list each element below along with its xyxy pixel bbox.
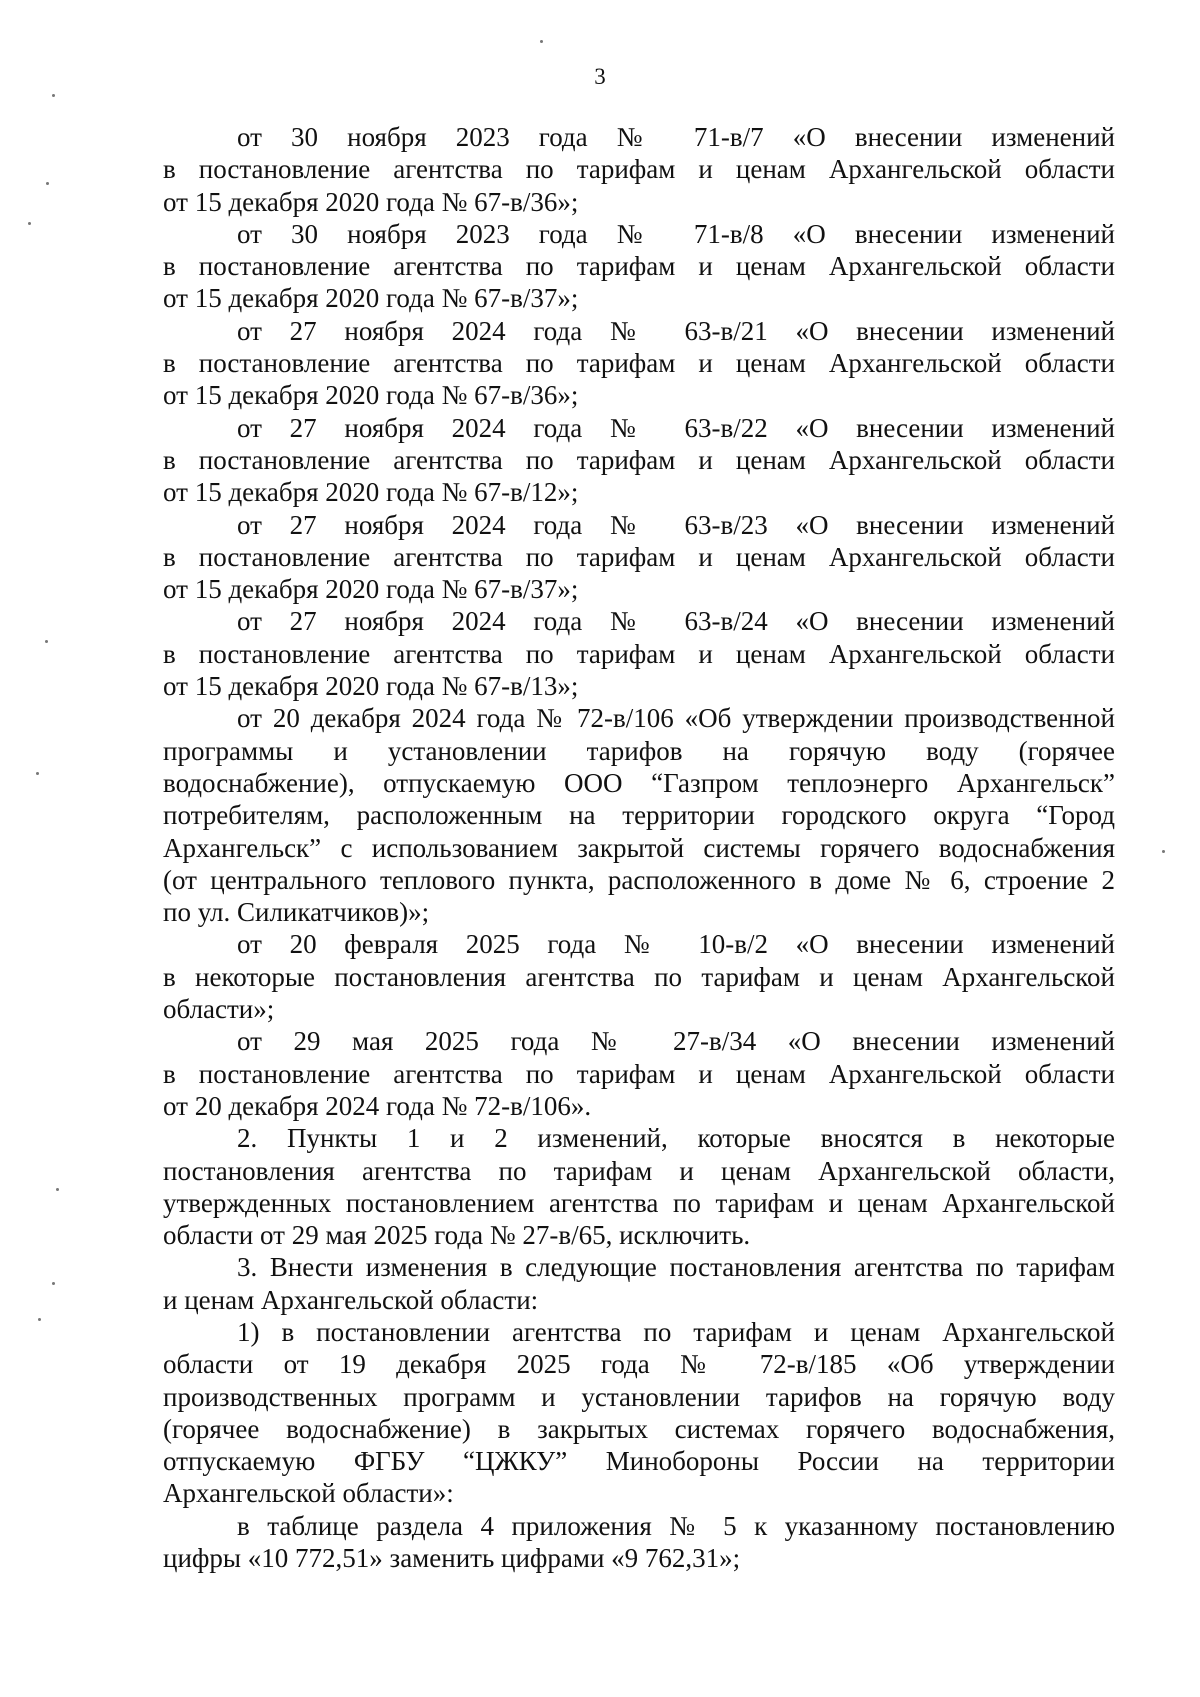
document-body <box>163 121 1115 1574</box>
text-line: постановления агентства по тарифам и ценам Архангельской области, <box>163 1155 1115 1186</box>
text-line: 2. Пункты 1 и 2 изменений, которые вносятся в некоторые <box>237 1123 1115 1154</box>
text-line: от 15 декабря 2020 года № 67-в/12»; <box>163 477 579 508</box>
text-line: 3. Внести изменения в следующие постановления агентства по тарифам <box>237 1252 1115 1283</box>
text-line: в постановление агентства по тарифам и ценам Архангельской области <box>163 251 1115 282</box>
text-line: программы и установлении тарифов на горячую воду (горячее <box>163 735 1115 766</box>
text-line: цифры «10 772,51» заменить цифрами «9 762,31»; <box>163 1543 741 1574</box>
text-line: производственных программ и установлении тарифов на горячую воду <box>163 1381 1115 1412</box>
text-line: (от центрального теплового пункта, расположенного в доме № 6, строение 2 <box>163 864 1115 895</box>
scan-speck <box>52 1282 55 1285</box>
text-line: от 15 декабря 2020 года № 67-в/13»; <box>163 671 579 702</box>
paragraph <box>163 1122 1115 1251</box>
text-line: от 20 февраля 2025 года № 10-в/2 «О внесении изменений <box>237 929 1115 960</box>
paragraph <box>163 315 1115 412</box>
scan-speck <box>52 94 55 97</box>
text-line: в постановление агентства по тарифам и ценам Архангельской области <box>163 541 1115 572</box>
text-line: от 15 декабря 2020 года № 67-в/37»; <box>163 283 579 314</box>
scan-speck <box>36 772 39 775</box>
text-line: от 30 ноября 2023 года № 71-в/7 «О внесении изменений <box>237 122 1115 152</box>
paragraph <box>163 702 1115 928</box>
scan-speck <box>540 40 543 43</box>
paragraph <box>163 218 1115 315</box>
text-line: в некоторые постановления агентства по тарифам и ценам Архангельской <box>163 961 1115 992</box>
text-line: области от 19 декабря 2025 года № 72-в/185 «Об утверждении <box>163 1349 1115 1380</box>
text-line: и ценам Архангельской области: <box>163 1284 539 1315</box>
text-line: от 30 ноября 2023 года № 71-в/8 «О внесении изменений <box>237 218 1115 249</box>
text-line: от 20 декабря 2024 года № 72-в/106». <box>163 1090 592 1121</box>
page-number: 3 <box>594 64 606 89</box>
text-line: в постановление агентства по тарифам и ценам Архангельской области <box>163 348 1115 379</box>
text-line: от 27 ноября 2024 года № 63-в/24 «О внесении изменений <box>237 606 1115 637</box>
paragraph <box>163 1025 1115 1122</box>
text-line: в постановление агентства по тарифам и ценам Архангельской области <box>163 638 1115 669</box>
paragraph <box>163 1251 1115 1316</box>
text-line: от 27 ноября 2024 года № 63-в/21 «О внесении изменений <box>237 315 1115 346</box>
text-line: утвержденных постановлением агентства по тарифам и ценам Архангельской <box>163 1187 1115 1218</box>
scan-speck <box>45 640 48 643</box>
text-line: отпускаемую ФГБУ “ЦЖКУ” Минобороны России на территории <box>163 1446 1115 1477</box>
text-line: от 15 декабря 2020 года № 67-в/36»; <box>163 380 579 411</box>
scan-speck <box>28 222 31 225</box>
paragraph <box>163 1510 1115 1575</box>
text-line: от 27 ноября 2024 года № 63-в/23 «О внесении изменений <box>237 509 1115 540</box>
paragraph <box>163 412 1115 509</box>
paragraph <box>163 509 1115 606</box>
paragraph <box>163 928 1115 1025</box>
text-line: по ул. Силикатчиков)»; <box>163 897 430 928</box>
text-line: от 29 мая 2025 года № 27-в/34 «О внесении изменений <box>237 1026 1115 1057</box>
text-line: области от 29 мая 2025 года № 27-в/65, исключить. <box>163 1220 751 1251</box>
paragraph <box>163 1316 1115 1510</box>
text-line: от 15 декабря 2020 года № 67-в/36»; <box>163 186 579 217</box>
scan-speck <box>56 1188 59 1191</box>
text-line: потребителям, расположенным на территории городского округа “Город <box>163 800 1115 831</box>
text-line: водоснабжение), отпускаемую ООО “Газпром теплоэнерго Архангельск” <box>163 767 1115 798</box>
text-line: в постановление агентства по тарифам и ценам Архангельской области <box>163 154 1115 185</box>
text-line: 1) в постановлении агентства по тарифам и ценам Архангельской <box>237 1316 1115 1347</box>
text-line: в постановление агентства по тарифам и ценам Архангельской области <box>163 444 1115 475</box>
text-line: от 27 ноября 2024 года № 63-в/22 «О внесении изменений <box>237 412 1115 443</box>
scan-speck <box>1162 850 1165 853</box>
paragraph <box>163 605 1115 702</box>
text-line: от 15 декабря 2020 года № 67-в/37»; <box>163 574 579 605</box>
text-line: от 20 декабря 2024 года № 72-в/106 «Об утверждении производственной <box>237 703 1115 734</box>
text-line: в таблице раздела 4 приложения № 5 к указанному постановлению <box>237 1510 1115 1541</box>
text-line: Архангельской области»: <box>163 1478 454 1509</box>
scan-speck <box>38 1318 41 1321</box>
scan-speck <box>46 182 49 185</box>
text-line: области»; <box>163 994 275 1025</box>
text-line: в постановление агентства по тарифам и ценам Архангельской области <box>163 1058 1115 1089</box>
text-line: (горячее водоснабжение) в закрытых системах горячего водоснабжения, <box>163 1413 1115 1444</box>
text-line: Архангельск” с использованием закрытой системы горячего водоснабжения <box>163 832 1115 863</box>
paragraph <box>163 121 1115 218</box>
